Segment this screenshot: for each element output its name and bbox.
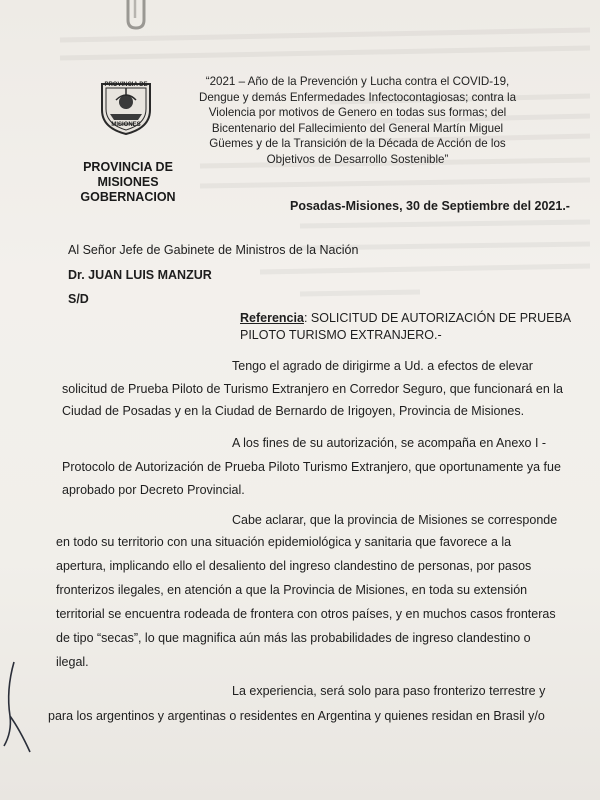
- recipient-sd: S/D: [68, 292, 89, 306]
- recipient-name: Dr. JUAN LUIS MANZUR: [68, 268, 212, 282]
- paragraph-line: de tipo “secas”, lo que magnifica aún más las probabilidades de ingreso clandestino o: [56, 631, 531, 645]
- issuing-organization: [68, 160, 188, 205]
- paragraph-line: apertura, implicando ello el desaliento del ingreso clandestino de personas, por pasos: [56, 559, 532, 573]
- seal-bottom-text: MISIONES: [111, 122, 141, 128]
- org-line: GOBERNACION: [80, 190, 176, 204]
- document-date: Posadas-Misiones, 30 de Septiembre del 2021.-: [290, 199, 570, 213]
- org-line: MISIONES: [97, 175, 159, 189]
- paragraph-line: Ciudad de Posadas y en la Ciudad de Bernardo de Irigoyen, Provincia de Misiones.: [62, 404, 525, 418]
- paragraph-line: fronterizos ilegales, en atención a que la Provincia de Misiones, en toda su extensión: [56, 583, 528, 597]
- signature-stroke-icon: [0, 660, 50, 760]
- recipient-title: Al Señor Jefe de Gabinete de Ministros de la Nación: [68, 243, 359, 257]
- motto-line: Violencia por motivos de Genero en todas sus formas; del: [208, 106, 507, 119]
- reference-block: [240, 310, 580, 344]
- seal-top-text: PROVINCIA DE: [104, 82, 148, 88]
- org-line: PROVINCIA DE: [83, 160, 173, 174]
- paragraph-line: Cabe aclarar, que la provincia de Misiones se corresponde: [232, 513, 558, 527]
- paragraph-line: A los fines de su autorización, se acompaña en Anexo I -: [232, 436, 547, 450]
- paragraph-line: solicitud de Prueba Piloto de Turismo Extranjero en Corredor Seguro, que funcionará en la: [62, 382, 563, 396]
- motto-line: Dengue y demás Enfermedades Infectocontagiosas; contra la: [198, 90, 517, 104]
- paragraph-line: La experiencia, será solo para paso fronterizo terrestre y: [232, 684, 546, 698]
- motto-line: Objetivos de Desarrollo Sostenible”: [266, 152, 449, 166]
- paragraph-line: aprobado por Decreto Provincial.: [62, 483, 245, 497]
- paragraph-line: Tengo el agrado de dirigirme a Ud. a efectos de elevar: [232, 359, 533, 373]
- paragraph-line: Protocolo de Autorización de Prueba Piloto Turismo Extranjero, que oportunamente ya fue: [62, 460, 561, 474]
- reference-text-line2: PILOTO TURISMO EXTRANJERO.-: [240, 328, 442, 342]
- reference-text: : SOLICITUD DE AUTORIZACIÓN DE PRUEBA: [303, 311, 572, 325]
- motto-line: Güemes y de la Transición de la Década de Acción de los: [209, 137, 506, 150]
- paragraph-line: en todo su territorio con una situación epidemiológica y sanitaria que favorece a la: [56, 535, 512, 549]
- official-motto: [190, 74, 525, 167]
- paragraph-line: para los argentinos y argentinas o residentes en Argentina y quienes residan en Brasil y/o: [48, 709, 545, 723]
- motto-line: “2021 – Año de la Prevención y Lucha contra el COVID-19,: [205, 75, 510, 88]
- reference-label: Referencia: [240, 311, 304, 325]
- paragraph-line: territorial se encuentra rodeada de frontera con otros países, y en muchos casos fronteras: [56, 607, 556, 621]
- paragraph-line: ilegal.: [56, 655, 89, 669]
- paperclip-icon: [118, 0, 156, 34]
- motto-line: Bicentenario del Fallecimiento del General Martín Miguel: [211, 121, 504, 135]
